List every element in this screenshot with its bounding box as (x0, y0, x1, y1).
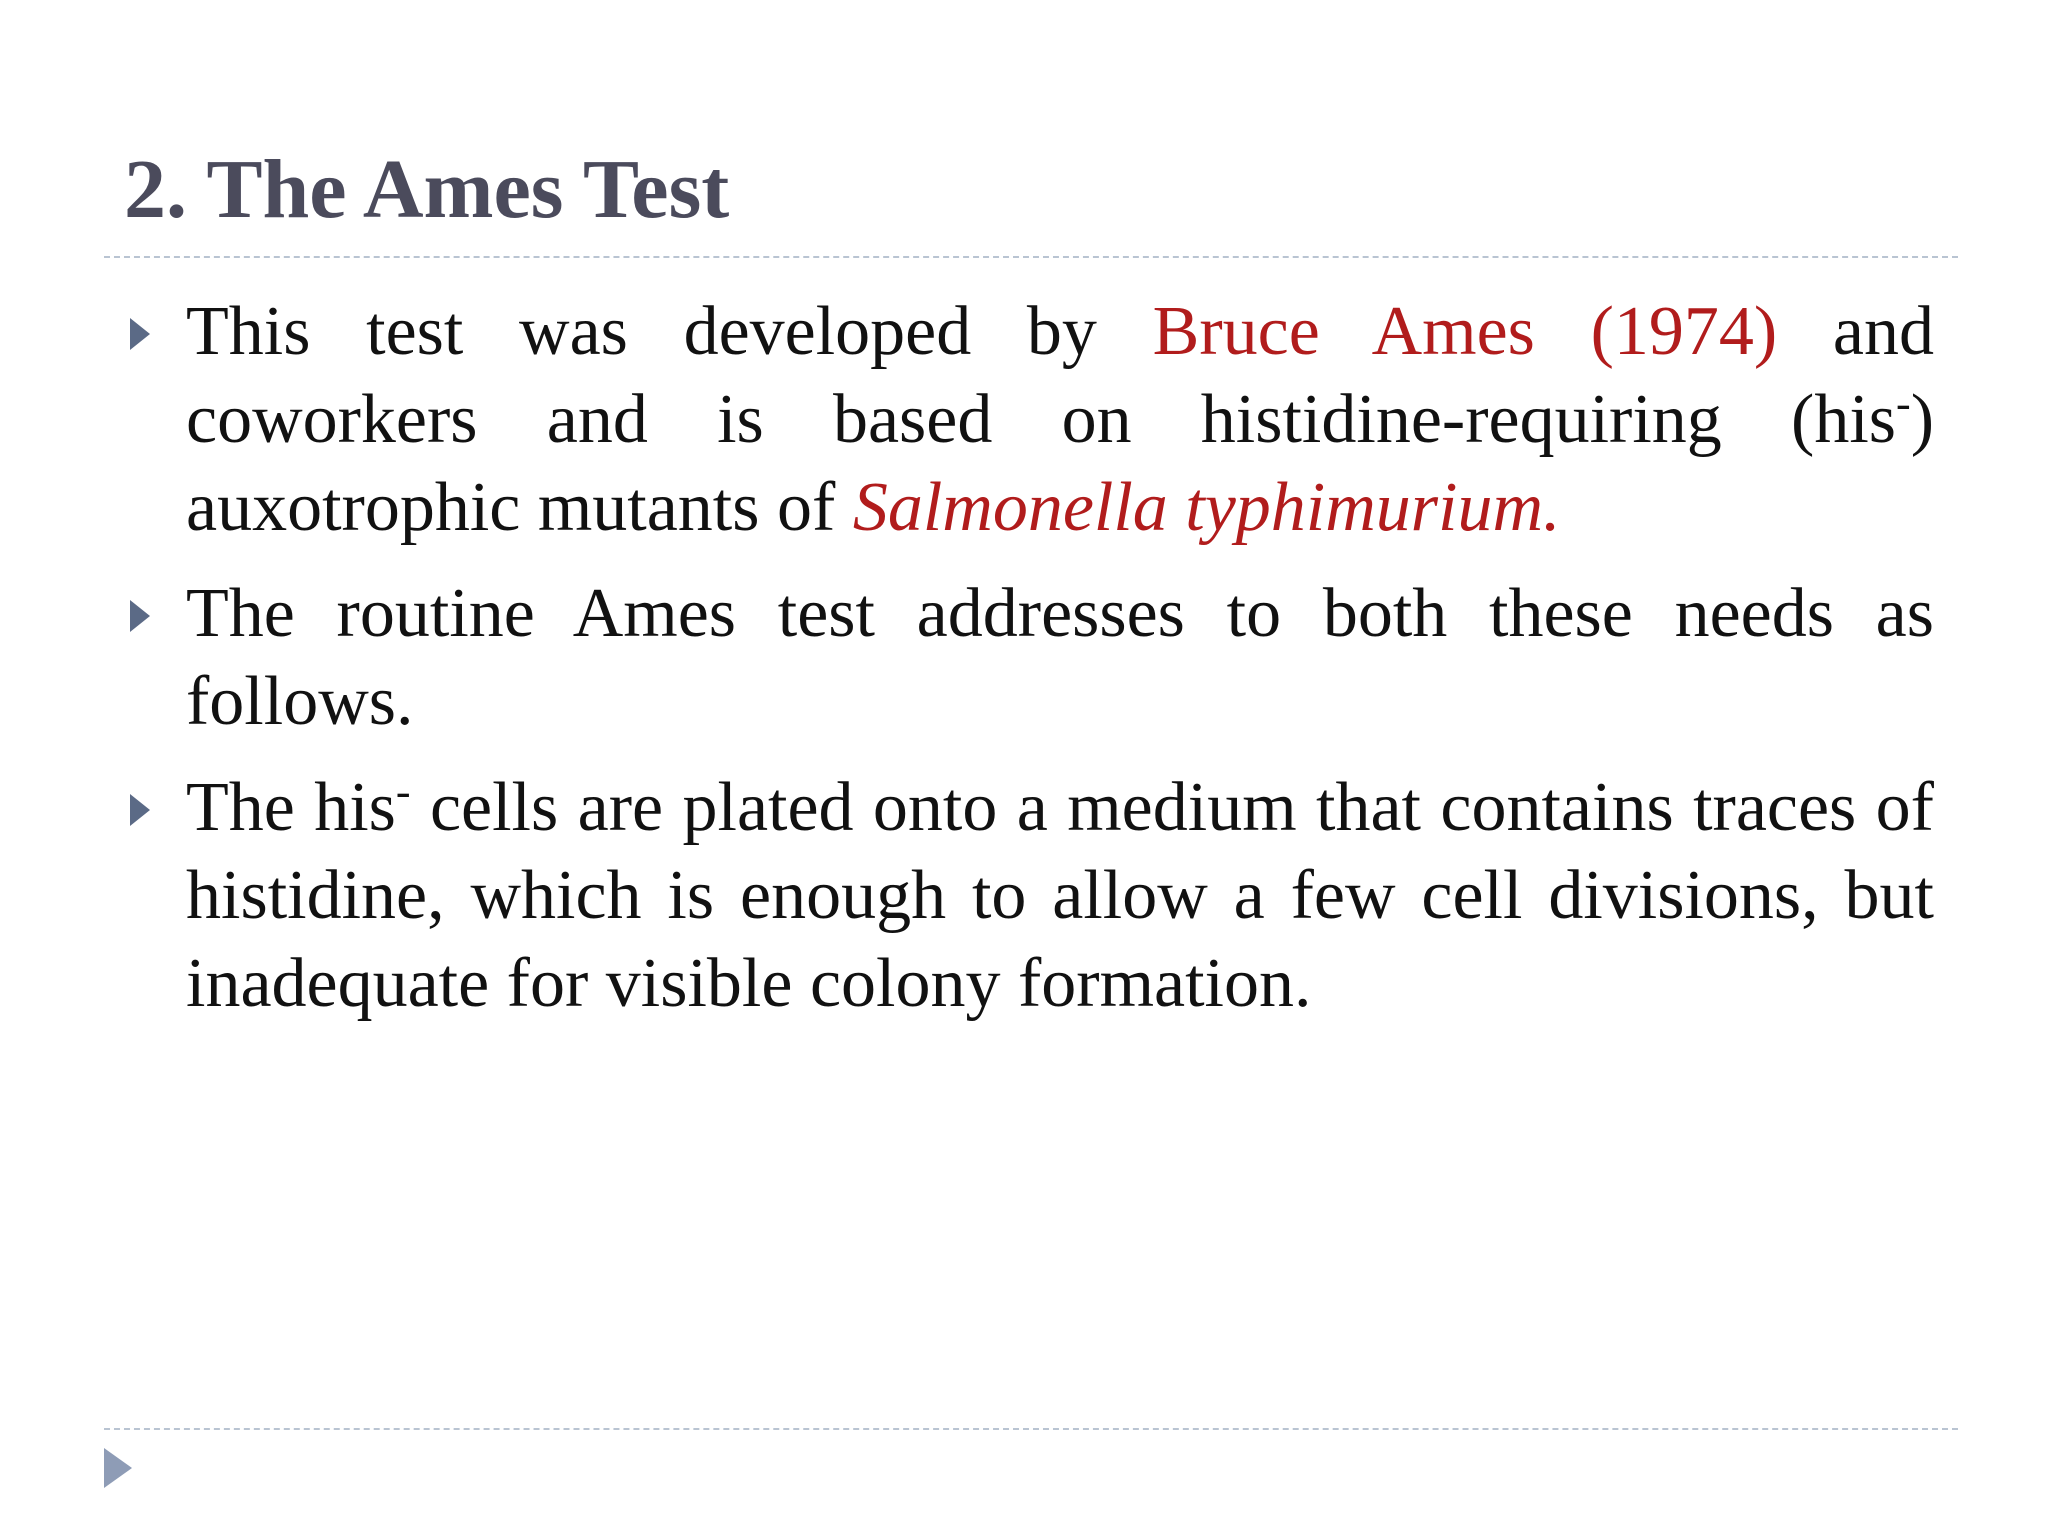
researcher-citation: Bruce Ames (1974) (1152, 293, 1778, 370)
bullet-1-text-part2: and coworkers and is based on histidine-requiring (his (186, 293, 1934, 458)
triangle-bullet-icon (130, 794, 150, 826)
bullet-1-text-part1: This test was developed by (186, 293, 1153, 370)
triangle-bullet-icon (130, 318, 150, 350)
title-divider (104, 256, 1958, 258)
triangle-arrow-icon (104, 1448, 132, 1488)
superscript-minus: - (395, 766, 411, 816)
footer-divider (104, 1428, 1958, 1430)
bullet-item-3 (0, 764, 2048, 1028)
bullet-item-1 (0, 288, 2048, 552)
triangle-bullet-icon (130, 600, 150, 632)
bullet-3-text-part2: cells are plated onto a medium that contains traces of histidine, which is enough to allow a few cell divisions, but inadequate for visible colony formation. (186, 769, 1934, 1022)
bullet-text-3 (186, 764, 1934, 1028)
species-name: Salmonella typhimurium. (852, 469, 1561, 546)
bullet-item-2 (0, 570, 2048, 746)
bullet-3-text-part1: The his (186, 769, 396, 846)
bullet-1-text-part3: ) auxotrophic mutants of (186, 381, 1934, 546)
bullet-text-2: The routine Ames test addresses to both these needs as follows. (186, 575, 1934, 740)
bullet-text-1 (186, 288, 1934, 552)
slide-title: 2. The Ames Test (124, 143, 730, 236)
superscript-minus: - (1896, 378, 1911, 428)
bullet-list (0, 288, 2048, 1046)
